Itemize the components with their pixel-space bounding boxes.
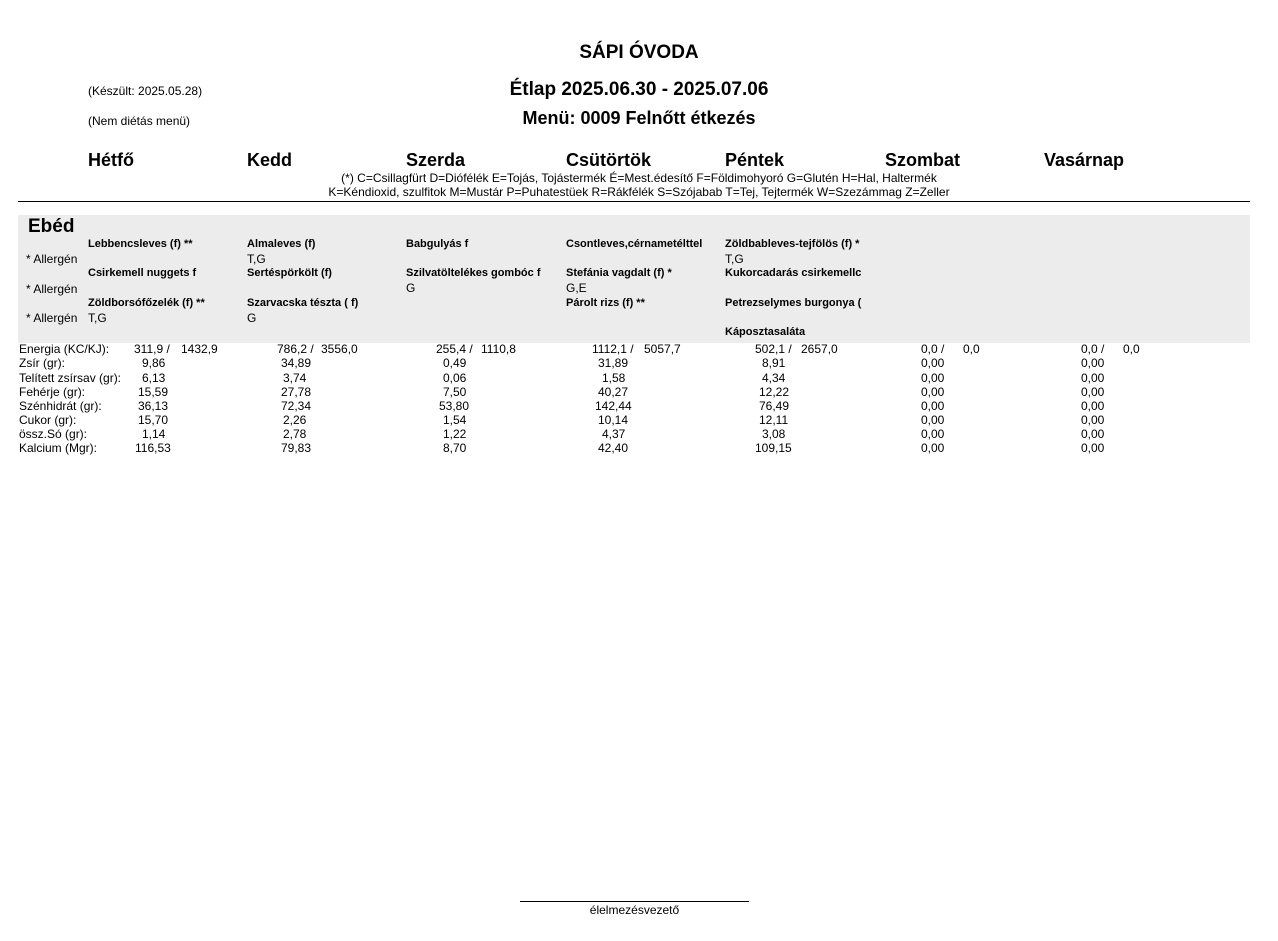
nutrition-value: 1,54: [443, 413, 467, 427]
nutrition-value: 7,50: [443, 385, 467, 399]
energy-kcal: 1112,1 /: [592, 342, 634, 356]
nutrition-label-energy: Energia (KC/KJ):: [19, 342, 110, 356]
nutrition-value: 0,00: [921, 427, 945, 441]
dish-name: Lebbencsleves (f) **: [88, 238, 193, 250]
school-name: SÁPI ÓVODA: [579, 42, 699, 63]
signature-label: élelmezésvezető: [589, 903, 680, 917]
nutrition-value: 2,26: [283, 413, 307, 427]
energy-kcal: 0,0 /: [1081, 342, 1105, 356]
energy-kj: 5057,7: [644, 342, 681, 356]
nutrition-value: 1,14: [142, 427, 166, 441]
nutrition-value: 6,13: [142, 371, 166, 385]
allergen-label: * Allergén: [26, 282, 78, 296]
nutrition-value: 10,14: [598, 413, 629, 427]
nutrition-value: 72,34: [281, 399, 312, 413]
day-header-thursday: Csütörtök: [566, 150, 651, 170]
nutrition-value: 15,59: [138, 385, 169, 399]
nutrition-label: Kalcium (Mgr):: [19, 441, 98, 455]
dish-name: Kukorcadarás csirkemellc: [725, 267, 862, 279]
nutrition-value: 116,53: [135, 441, 171, 455]
nutrition-value: 4,34: [762, 371, 786, 385]
nutrition-label: Cukor (gr):: [19, 413, 77, 427]
day-header-saturday: Szombat: [885, 150, 961, 170]
nutrition-value: 142,44: [595, 399, 632, 413]
nutrition-value: 0,49: [443, 356, 467, 370]
nutrition-value: 34,89: [281, 356, 312, 370]
nutrition-value: 15,70: [138, 413, 169, 427]
nutrition-value: 53,80: [439, 399, 470, 413]
energy-kcal: 786,2 /: [277, 342, 314, 356]
nutrition-value: 0,00: [1081, 427, 1105, 441]
nutrition-value: 1,22: [443, 427, 467, 441]
nutrition-value: 0,00: [1081, 413, 1105, 427]
nutrition-value: 0,00: [1081, 441, 1105, 455]
nutrition-value: 31,89: [598, 356, 629, 370]
dish-name: Káposztasaláta: [725, 326, 806, 338]
energy-kcal: 311,9 /: [134, 342, 170, 356]
nutrition-value: 27,78: [281, 385, 312, 399]
nutrition-value: 0,00: [921, 371, 945, 385]
dish-name: Csirkemell nuggets f: [88, 267, 197, 279]
energy-kcal: 255,4 /: [436, 342, 473, 356]
nutrition-value: 8,91: [762, 356, 786, 370]
energy-kcal: 0,0 /: [921, 342, 945, 356]
nutrition-value: 4,37: [602, 427, 626, 441]
signature-line: [520, 901, 749, 902]
nutrition-value: 3,08: [762, 427, 786, 441]
dish-name: Petrezselymes burgonya (: [725, 297, 862, 309]
day-header-tuesday: Kedd: [247, 150, 292, 170]
nutrition-value: 0,00: [1081, 371, 1105, 385]
nutrition-value: 0,00: [921, 385, 945, 399]
energy-kj: 0,0: [1123, 342, 1140, 356]
nutrition-value: 0,00: [921, 356, 945, 370]
menu-name: Menü: 0009 Felnőtt étkezés: [522, 108, 756, 128]
energy-kcal: 502,1 /: [755, 342, 792, 356]
nutrition-value: 9,86: [142, 356, 166, 370]
dish-name: Szilvatöltelékes gombóc f: [406, 267, 541, 279]
nutrition-value: 76,49: [759, 399, 790, 413]
nutrition-value: 42,40: [598, 441, 629, 455]
nutrition-value: 40,27: [598, 385, 629, 399]
nutrition-value: 12,22: [759, 385, 790, 399]
nutrition-value: 1,58: [602, 371, 626, 385]
dish-name: Almaleves (f): [247, 238, 316, 250]
nutrition-label: Telített zsírsav (gr):: [19, 371, 122, 385]
nutrition-value: 3,74: [283, 371, 307, 385]
allergen-label: * Allergén: [26, 252, 78, 266]
nutrition-value: 0,00: [1081, 399, 1105, 413]
allergen-codes: T,G: [725, 252, 744, 266]
day-header-wednesday: Szerda: [406, 150, 466, 170]
nutrition-value: 12,11: [759, 413, 789, 427]
allergen-codes: T,G: [247, 252, 266, 266]
dish-name: Zöldbableves-tejfölös (f) *: [725, 238, 860, 250]
dish-name: Csontleves,cérnametélttel: [566, 238, 703, 250]
allergen-legend-line: (*) C=Csillagfürt D=Diófélék E=Tojás, Tojástermék É=Mest.édesítő F=Földimohyoró G=Glutén H=Hal, Haltermék: [341, 171, 937, 185]
energy-kj: 1110,8: [481, 342, 516, 356]
allergen-codes: G,E: [566, 281, 587, 295]
nutrition-value: 0,00: [921, 441, 945, 455]
dish-name: Párolt rizs (f) **: [566, 297, 645, 309]
dish-name: Stefánia vagdalt (f) *: [566, 267, 672, 279]
header-divider: [18, 201, 1250, 202]
nutrition-label: Szénhidrát (gr):: [19, 399, 102, 413]
lunch-section: [18, 215, 1250, 343]
energy-kj: 0,0: [963, 342, 980, 356]
energy-kj: 1432,9: [181, 342, 218, 356]
dish-name: Szarvacska tészta ( f): [247, 297, 359, 309]
dish-name: Sertéspörkölt (f): [247, 267, 332, 279]
nutrition-label: Zsír (gr):: [19, 356, 65, 370]
allergen-codes: G: [406, 281, 416, 295]
allergen-codes: G: [247, 311, 257, 325]
day-header-friday: Péntek: [725, 150, 785, 170]
nutrition-value: 0,06: [443, 371, 467, 385]
nutrition-value: 0,00: [1081, 385, 1105, 399]
allergen-legend-line: K=Kéndioxid, szulfitok M=Mustár P=Puhatestüek R=Rákfélék S=Szójabab T=Tej, Tejtermék W=Szezámmag Z=Zeller: [328, 185, 950, 199]
nutrition-label: össz.Só (gr):: [19, 427, 88, 441]
nutrition-value: 2,78: [283, 427, 307, 441]
day-header-sunday: Vasárnap: [1044, 150, 1125, 170]
day-header-monday: Hétfő: [88, 150, 134, 170]
created-date: (Készült: 2025.05.28): [88, 84, 203, 98]
dish-name: Babgulyás f: [406, 238, 469, 250]
energy-kj: 2657,0: [801, 342, 838, 356]
dish-name: Zöldborsófőzelék (f) **: [88, 297, 205, 309]
nutrition-value: 0,00: [921, 413, 945, 427]
nutrition-value: 109,15: [755, 441, 792, 455]
allergen-label: * Allergén: [26, 311, 78, 325]
nutrition-label: Fehérje (gr):: [19, 385, 86, 399]
menu-period-title: Étlap 2025.06.30 - 2025.07.06: [509, 79, 769, 100]
allergen-codes: T,G: [88, 311, 107, 325]
nutrition-value: 0,00: [1081, 356, 1105, 370]
nutrition-value: 8,70: [443, 441, 467, 455]
nutrition-value: 79,83: [281, 441, 312, 455]
nutrition-value: 0,00: [921, 399, 945, 413]
energy-kj: 3556,0: [321, 342, 358, 356]
meal-title: Ebéd: [28, 216, 75, 237]
diet-type: (Nem diétás menü): [88, 114, 191, 128]
nutrition-value: 36,13: [138, 399, 169, 413]
